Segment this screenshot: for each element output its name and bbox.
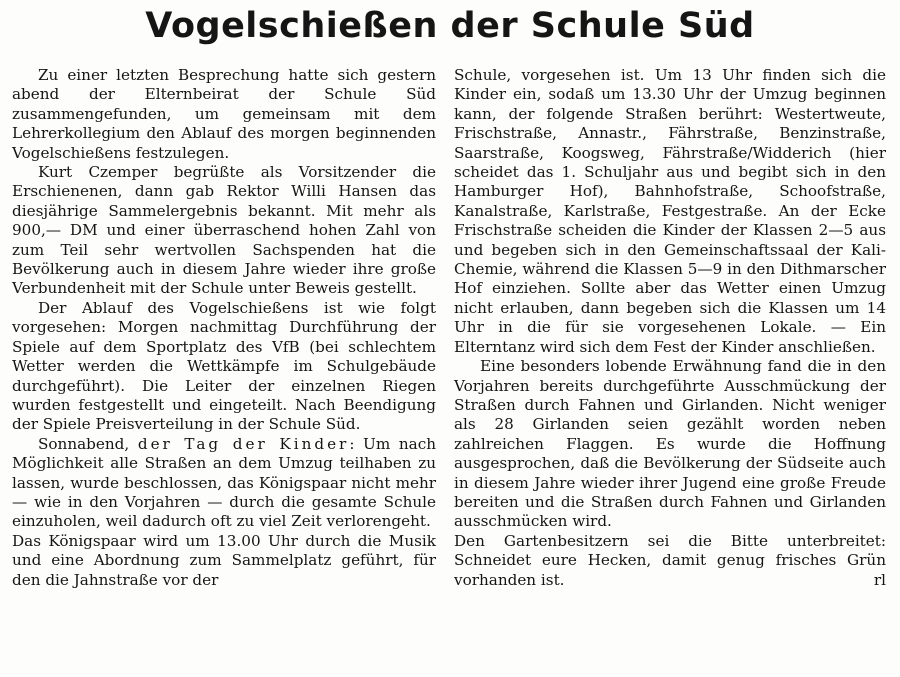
right-column	[454, 66, 886, 590]
paragraph-garden-request	[454, 532, 886, 590]
paragraph-greeting: Kurt Czemper begrüßte als Vorsitzender die Erschienenen, dann gab Rektor Willi Hansen das diesjährige Sammelergebnis bekannt. Mit mehr als 900,— DM und einer überraschend hohen Zahl von zum Teil sehr wertvollen Sachspenden hat die Bevölkerung auch in diesem Jahre wieder ihre große Verbundenheit mit der Schule unter Beweis gestellt.	[12, 163, 436, 298]
paragraph-decoration: Eine besonders lobende Erwähnung fand die in den Vorjahren bereits durchgeführte Ausschmückung der Straßen durch Fahnen und Girlanden. Nicht weniger als 28 Girlanden seien gezählt worden neben zahlreichen Flaggen. Es wurde die Hoffnung ausgesprochen, daß die Bevölkerung der Südseite auch in diesem Jahre wieder ihrer Jugend eine große Freude bereiten und die Straßen durch Fahnen und Girlanden ausschmücken wird.	[454, 357, 886, 531]
garden-request-text: Den Gartenbesitzern sei die Bitte unterbreitet: Schneidet eure Hecken, damit genug frisches Grün vorhanden ist.	[454, 531, 886, 589]
paragraph-intro: Zu einer letzten Besprechung hatte sich gestern abend der Elternbeirat der Schule Süd zusammengefunden, um gemeinsam mit dem Lehrerkollegium den Ablauf des morgen beginnenden Vogelschießens festzulegen.	[12, 66, 436, 162]
article-headline: Vogelschießen der Schule Süd	[145, 6, 755, 46]
saturday-lead: Sonnabend,	[38, 434, 130, 453]
author-signature: rl	[873, 570, 886, 589]
saturday-spaced: der Tag der Kinder	[137, 434, 350, 453]
paragraph-schedule: Der Ablauf des Vogelschießens ist wie folgt vorgesehen: Morgen nachmittag Durchführung der Spiele auf dem Sportplatz des VfB (bei schlechtem Wetter werden die Wettkämpfe im Schulgebäude durchgeführt). Die Leiter der einzelnen Riegen wurden festgestellt und eingeteilt. Nach Beendigung der Spiele Preisverteilung in der Schule Süd.	[12, 298, 436, 434]
paragraph-parade-route: Schule, vorgesehen ist. Um 13 Uhr finden sich die Kinder ein, sodaß um 13.30 Uhr der Umzug beginnen kann, der folgende Straßen berührt: Westertweute, Frischstraße, Annastr., Fährstraße, Benzinstraße, Saarstraße, Koogsweg, Fährstraße/Widderich (hier scheidet das 1. Schuljahr aus und begibt sich in den Hamburger Hof), Bahnhofstraße, Schoofstraße, Kanalstraße, Karlstraße, Festgestraße. An der Ecke Frischstraße scheiden die Kinder der Klassen 2—5 aus und begeben sich in den Gemeinschaftssaal der Kali-Chemie, während die Klassen 5—9 in den Dithmarscher Hof einziehen. Sollte aber das Wetter einen Umzug nicht erlauben, dann begeben sich die Klassen um 14 Uhr in die für sie vorgesehenen Lokale. — Ein Elterntanz wird sich dem Fest der Kinder anschließen.	[454, 66, 886, 356]
paragraph-saturday	[12, 435, 436, 532]
paragraph-royal-couple: Das Königspaar wird um 13.00 Uhr durch die Musik und eine Abordnung zum Sammelplatz geführt, für den die Jahnstraße vor der	[12, 531, 436, 589]
left-column	[12, 66, 436, 590]
saturday-rest: : Um nach Möglichkeit alle Straßen an dem Umzug teilhaben zu lassen, wurde beschlossen, das Königspaar nicht mehr — wie in den Vorjahren — durch die gesamte Schule einzuholen, weil dadurch oft zu viel Zeit verlorengeht.	[12, 434, 437, 531]
